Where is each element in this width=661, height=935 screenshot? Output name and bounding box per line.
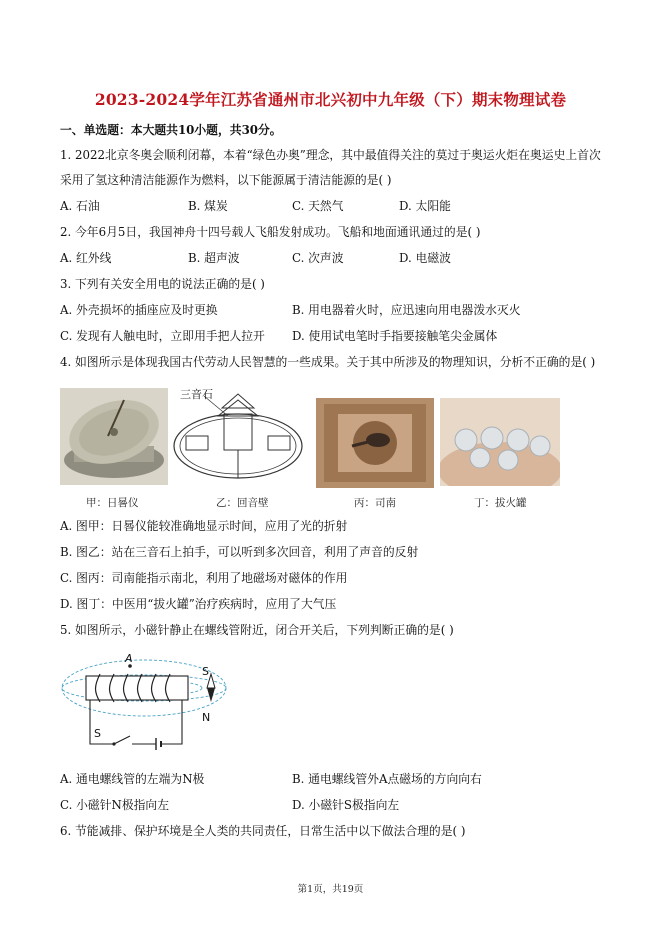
question-2-option-d: D. 电磁波	[399, 251, 451, 265]
question-2-option-c: C. 次声波	[292, 251, 344, 265]
question-3-option-a: A. 外壳损坏的插座应及时更换	[60, 303, 218, 317]
three-sound-stone-label: 三音石	[180, 388, 213, 401]
caption-yi: 乙：回音壁	[216, 497, 269, 509]
question-6-line-1: 6. 节能减排、保护环境是全人类的共同责任，日常生活中以下做法合理的是( )	[60, 824, 466, 838]
needle-s-label: S	[202, 665, 209, 678]
page-footer: 第1页，共19页	[297, 884, 364, 895]
question-3-option-d: D. 使用试电笔时手指要接触笔尖金属体	[292, 329, 498, 343]
cupping-figure	[440, 398, 560, 486]
question-4-option-b: B. 图乙：站在三音石上拍手，可以听到多次回音，利用了声音的反射	[60, 545, 419, 559]
question-3-line-1: 3. 下列有关安全用电的说法正确的是( )	[60, 277, 265, 291]
question-3-option-b: B. 用电器着火时，应迅速向用电器泼水灭火	[292, 303, 521, 317]
question-5-option-d: D. 小磁针S极指向左	[292, 798, 400, 812]
question-5-option-c: C. 小磁针N极指向左	[60, 798, 170, 812]
solenoid-circuit-figure	[60, 652, 240, 758]
question-2-option-a: A. 红外线	[60, 251, 112, 265]
question-3-option-c: C. 发现有人触电时，立即用手把人拉开	[60, 329, 265, 343]
question-4-option-a: A. 图甲：日晷仪能较准确地显示时间，应用了光的折射	[60, 519, 348, 533]
question-5-option-b: B. 通电螺线管外A点磁场的方向向右	[292, 772, 482, 786]
caption-ding: 丁：拔火罐	[474, 497, 527, 509]
question-1-option-b: B. 煤炭	[188, 199, 228, 213]
question-1-line-1: 1. 2022北京冬奥会顺利闭幕，本着“绿色办奥”理念，其中最值得关注的莫过于奥运火炬在奥运史上首次	[60, 148, 601, 162]
point-a-label: A	[125, 652, 133, 665]
section-heading: 一、单选题：本大题共10小题，共30分。	[60, 123, 282, 137]
caption-jia: 甲：日晷仪	[86, 497, 139, 509]
needle-n-label: N	[202, 711, 211, 724]
page-title: 2023-2024学年江苏省通州市北兴初中九年级（下）期末物理试卷	[94, 90, 567, 109]
question-1-option-d: D. 太阳能	[399, 199, 451, 213]
question-2-line-1: 2. 今年6月5日，我国神舟十四号载人飞船发射成功。飞船和地面通讯通过的是( )	[60, 225, 481, 239]
question-5-line-1: 5. 如图所示，小磁针静止在螺线管附近，闭合开关后，下列判断正确的是( )	[60, 623, 454, 637]
question-5-option-a: A. 通电螺线管的左端为N极	[60, 772, 205, 786]
question-2-option-b: B. 超声波	[188, 251, 240, 265]
compass-figure	[316, 398, 434, 488]
question-1-line-2: 采用了氢这种清洁能源作为燃料，以下能源属于清洁能源的是( )	[60, 173, 392, 187]
question-4-option-c: C. 图丙：司南能指示南北，利用了地磁场对磁体的作用	[60, 571, 348, 585]
question-1-option-c: C. 天然气	[292, 199, 344, 213]
switch-s-label: S	[94, 727, 101, 740]
question-4-line-1: 4. 如图所示是体现我国古代劳动人民智慧的一些成果。关于其中所涉及的物理知识，分析不正确的是( )	[60, 355, 596, 369]
caption-bing: 丙：司南	[354, 497, 396, 509]
question-1-option-a: A. 石油	[60, 199, 100, 213]
sundial-figure	[60, 388, 168, 485]
question-4-option-d: D. 图丁：中医用“拔火罐”治疗疾病时，应用了大气压	[60, 597, 337, 611]
